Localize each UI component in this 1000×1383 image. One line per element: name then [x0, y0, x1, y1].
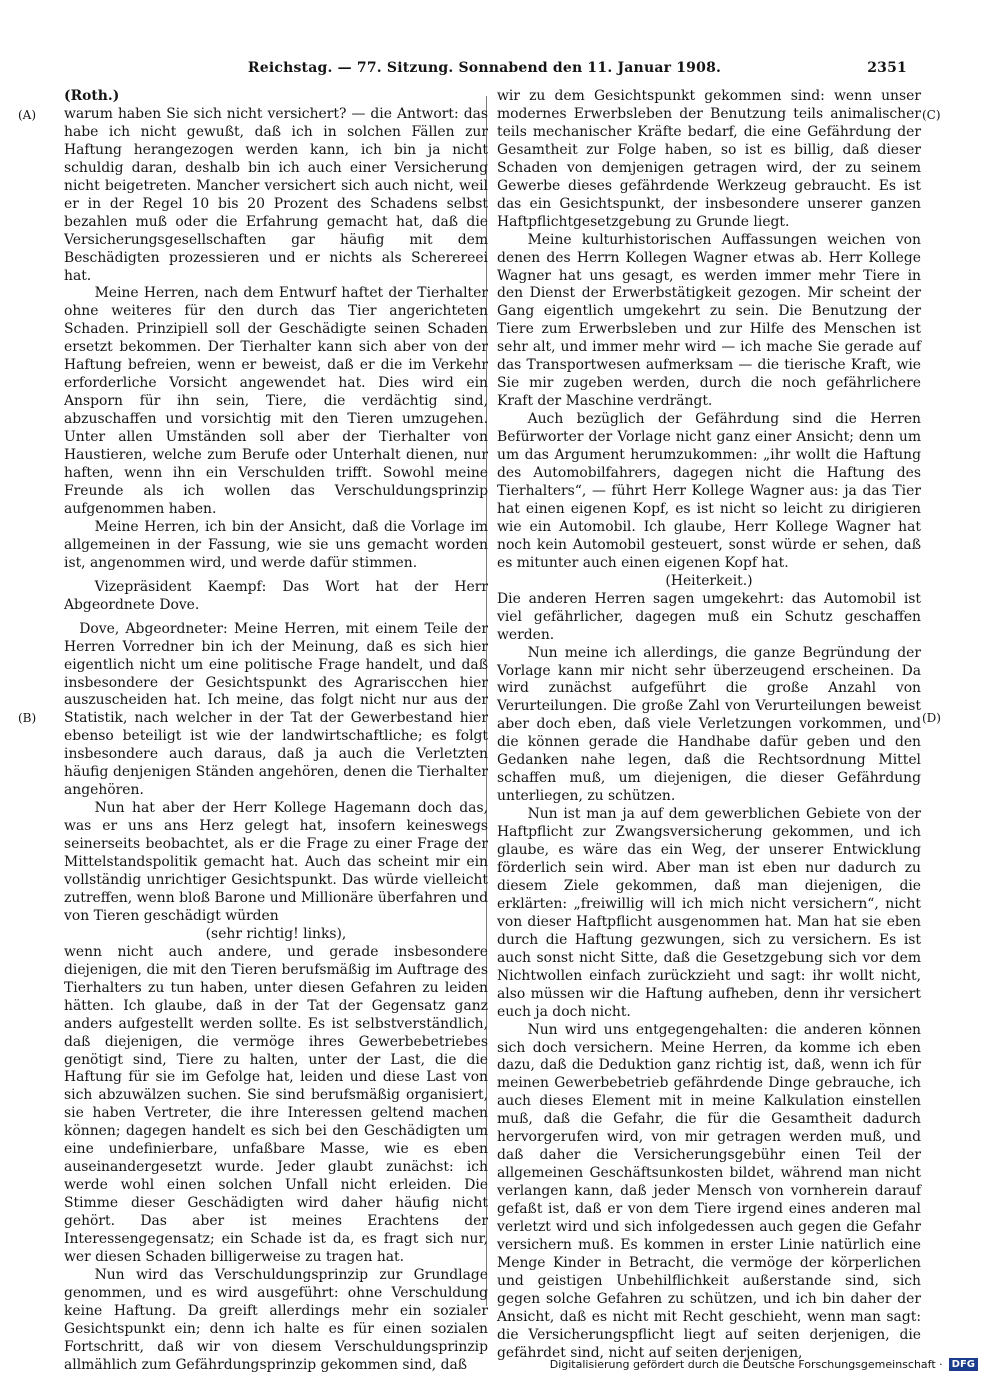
margin-mark-d: (D)	[922, 711, 941, 725]
margin-mark-c: (C)	[922, 108, 941, 122]
paragraph: Nun ist man ja auf dem gewerblichen Gebiete von der Haftpflicht zur Zwangsversicherung gekommen, und ich glaube, es wäre das ein Weg, der unserer Entwicklung förderlich sein wird. Aber man ist eben nur dadurch zu diesem Ziele gekommen, daß man diejenigen, die erklärten: „freiwillig will ich mich nicht versichern“, nicht von dieser Haftpflicht ausgenommen hat. Man hat sie eben durch die Haftung gezwungen, sich zu versichern. Es ist auch sonst nicht Sitte, daß die Gesetzgebung sich vor dem Nichtwollen einfach zurückzieht und sagt: ihr wollt nicht, also müssen wir die Haftung aufheben, denn ihr versichert euch ja doch nicht.	[497, 806, 921, 1020]
running-head-title: Reichstag. — 77. Sitzung. Sonnabend den 11. Januar 1908.	[247, 60, 722, 76]
dfg-logo: DFG	[949, 1358, 978, 1371]
footer	[550, 1358, 978, 1371]
paragraph: Nun meine ich allerdings, die ganze Begründung der Vorlage kann mir nicht sehr überzeugend erscheinen. Da wird zunächst aufgeführt die große Anzahl von Verurteilungen. Die große Zahl von Verurteilungen beweist aber doch eben, daß viele Verletzungen vorkommen, und die können gerade die Handhabe dafür geben und den Gedanken nahe legen, daß die Rechtsordnung Mittel schaffen muß, um diejenigen, die dieser Gefährdung unterliegen, zu schützen.	[497, 644, 921, 805]
paragraph: wenn nicht auch andere, und gerade insbesondere diejenigen, die mit den Tieren berufsmäßig im Auftrage des Tierhalters zu tun haben, unter diesen Gefahren zu leiden hätten. Ich glaube, daß in der Tat der Gegensatz ganz anders aufgestellt werden sollte. Es ist selbstverständlich, daß diejenigen, die vermöge ihres Gewerbebetriebes genötigt sind, Tiere zu halten, unter der Last, die die Haftung für sie im Gefolge hat, leiden und diese Last von sich abzuwälzen suchen. Sie sind berufsmäßig organisiert, sie haben Vertreter, die ihre Interessen geltend machen können; dagegen handelt es sich bei den Geschädigten um eine undefinierbare, unfaßbare Masse, wie es eben auseinandergesetzt wurde. Jeder glaubt zunächst: ich werde wohl einen solchen Unfall nicht erleiden. Die Stimme dieser Geschädigten wird daher häufig nicht gehört. Das aber ist meines Erachtens der Interessengegensatz; ein Schade ist da, es fragt sich nur, wer diesen Schaden billigerweise zu tragen hat.	[64, 943, 488, 1265]
paragraph: (Heiterkeit.)	[665, 572, 753, 589]
paragraph: (Roth.)	[64, 88, 120, 104]
margin-mark-b: (B)	[18, 711, 37, 725]
paragraph: Nun wird uns entgegengehalten: die anderen können sich doch versichern. Meine Herren, da komme ich eben dazu, daß die Deduktion ganz richtig ist, daß, wenn ich für meinen Gewerbebetrieb gefährdende Dinge gebrauche, ich auch dieses Element mit in meine Kalkulation einstellen muß, daß die Gefahr, die für die Gesamtheit dadurch hervorgerufen wird, von mir getragen werden muß, und daß daher die Versicherungsgebühr einen Teil der allgemeinen Geschäftsunkosten bildet, während man nicht verlangen kann, daß jeder Mensch von vornherein darauf gefaßt ist, daß er von dem Tiere irgend eines anderen mal verletzt wird und sich infolgedessen auch gegen die Gefahr versichern muß. Es kommen in erster Linie natürlich eine Menge Kinder in Betracht, die vermöge der körperlichen und geistigen Unbehilflichkeit außerstande sind, sich gegen solche Gefahren zu schützen, und ich bin daher der Ansicht, daß es nicht mit Recht geschieht, wenn man sagt: die Versicherungspflicht liegt auf seiten derjenigen, die gefährdet sind, nicht auf seiten derjenigen,	[497, 1021, 921, 1361]
right-column	[497, 88, 921, 1361]
margin-mark-a: (A)	[18, 108, 37, 122]
paragraph: warum haben Sie sich nicht versichert? — die Antwort: das habe ich nicht gewußt, daß ich in solchen Fällen zur Haftung herangezogen werden kann, ich bin ja nicht schuldig daran, deshalb bin ich auch einer Versicherung nicht beigetreten. Mancher versichert sich auch nicht, weil er in der Regel 10 bis 20 Prozent des Schadens selbst bezahlen muß oder die Erfahrung gemacht hat, daß die Versicherungsgesellschaften gar häufig mit dem Beschädigten prozessieren und er nichts als Scherereei hat.	[64, 105, 488, 284]
page-number: 2351	[867, 60, 907, 76]
paragraph: Vizepräsident Kaempf: Das Wort hat der Herr Abgeordnete Dove.	[64, 578, 488, 613]
paragraph: Nun wird das Verschuldungsprinzip zur Grundlage genommen, und es wird ausgeführt: ohne Verschuldung keine Haftung. Da greift allerdings mehr ein sozialer Gesichtspunkt ein; denn ich halte es für einen sozialen Fortschritt, daß wir von diesem Verschuldungsprinzip allmählich zum Gefährdungsprinzip gekommen sind, daß	[64, 1266, 488, 1373]
paragraph: Die anderen Herren sagen umgekehrt: das Automobil ist viel gefährlicher, dagegen muß ein Schutz geschaffen werden.	[497, 590, 921, 643]
paragraph: (sehr richtig! links),	[205, 925, 347, 942]
paragraph: Nun hat aber der Herr Kollege Hagemann doch das, was er uns ans Herz gelegt hat, insofern keineswegs seinerseits beobachtet, als er die Frage zu einer Frage der Mittelstandspolitik gemacht hat. Auch das scheint mir ein vollständig unrichtiger Gesichtspunkt. Das würde vielleicht zutreffen, wenn bloß Barone und Millionäre überfahren und von Tieren geschädigt würden	[64, 800, 488, 924]
paragraph: Meine Herren, nach dem Entwurf haftet der Tierhalter ohne weiteres für den durch das Tier angerichteten Schaden. Prinzipiell soll der Geschädigte seinen Schaden ersetzt bekommen. Der Tierhalter kann sich aber von der Haftung befreien, wenn er beweist, daß er die im Verkehr erforderliche Vorsicht angewendet hat. Dies wird ein Ansporn für ihn sein, Tiere, die verdächtig sind, abzuschaffen und vorsichtig mit den Tieren umzugehen. Unter allen Umständen soll aber der Tierhalter von Haustieren, welche zum Berufe oder Unterhalt dienen, nur haften, wenn ihn ein Verschulden trifft. Sowohl meine Freunde als ich wollen das Verschuldungsprinzip aufgenommen haben.	[64, 285, 488, 517]
left-column	[64, 88, 488, 1373]
paragraph: Dove, Abgeordneter: Meine Herren, mit einem Teile der Herren Vorredner bin ich der Meinung, daß es sich hier eigentlich nicht um eine politische Frage handelt, und daß insbesondere der Gesichtspunkt des Agrariscchen hier auszuscheiden hat. Ich meine, das folgt nicht nur aus der Statistik, nach welcher in der Tat der Gewerbestand hier ebenso beteiligt ist wie der landwirtschaftliche; es folgt insbesondere auch daraus, daß ja auch die Verletzten häufig denjenigen Ständen angehören, denen die Tierhalter angehören.	[64, 620, 488, 799]
paragraph: Meine Herren, ich bin der Ansicht, daß die Vorlage im allgemeinen in der Fassung, wie sie uns gemacht worden ist, angenommen wird, und werde dafür stimmen.	[64, 518, 488, 571]
running-head	[62, 60, 907, 84]
paragraph: Meine kulturhistorischen Auffassungen weichen von denen des Herrn Kollegen Wagner etwas ab. Herr Kollege Wagner hat uns gesagt, es werden immer mehr Tiere in den Dienst der Erwerbstätigkeit gezogen. Mir scheint der Gang eigentlich umgekehrt zu sein. Die Benutzung der Tiere zum Erwerbsleben und zur Hilfe des Menschen ist sehr alt, und immer mehr wird — ich mache Sie gerade auf das Transportwesen aufmerksam — die tierische Kraft, wie Sie mir zugeben werden, durch die noch gefährlichere Kraft der Maschine verdrängt.	[497, 231, 921, 410]
paragraph: wir zu dem Gesichtspunkt gekommen sind: wenn unser modernes Erwerbsleben der Benutzung teils animalischer teils mechanischer Kräfte bedarf, die eine Gefährdung der Gesamtheit zur Folge haben, so ist es billig, daß dieser Schaden von demjenigen getragen wird, der zu seinem Gewerbe dieses gefährdende Werkzeug gebraucht. Es ist das ein Gesichtspunkt, der insbesondere unserer ganzen Haftpflichtgesetzgebung zu Grunde liegt.	[497, 88, 921, 230]
paragraph: Auch bezüglich der Gefährdung sind die Herren Befürworter der Vorlage nicht ganz einer Ansicht; denn um um das Argument herumzukommen: „ihr wollt die Haftung des Automobilfahrers, dagegen nicht die Haftung des Tierhalters“, — führt Herr Kollege Wagner aus: ja das Tier hat einen eigenen Kopf, es ist nicht so leicht zu dirigieren wie ein Automobil. Ich glaube, Herr Kollege Wagner hat noch kein Automobil gesteuert, sonst würde er sehen, daß es mitunter auch einen eigenen Kopf hat.	[497, 411, 921, 571]
footer-credit: Digitalisierung gefördert durch die Deutsche Forschungsgemeinschaft ·	[549, 1358, 943, 1371]
